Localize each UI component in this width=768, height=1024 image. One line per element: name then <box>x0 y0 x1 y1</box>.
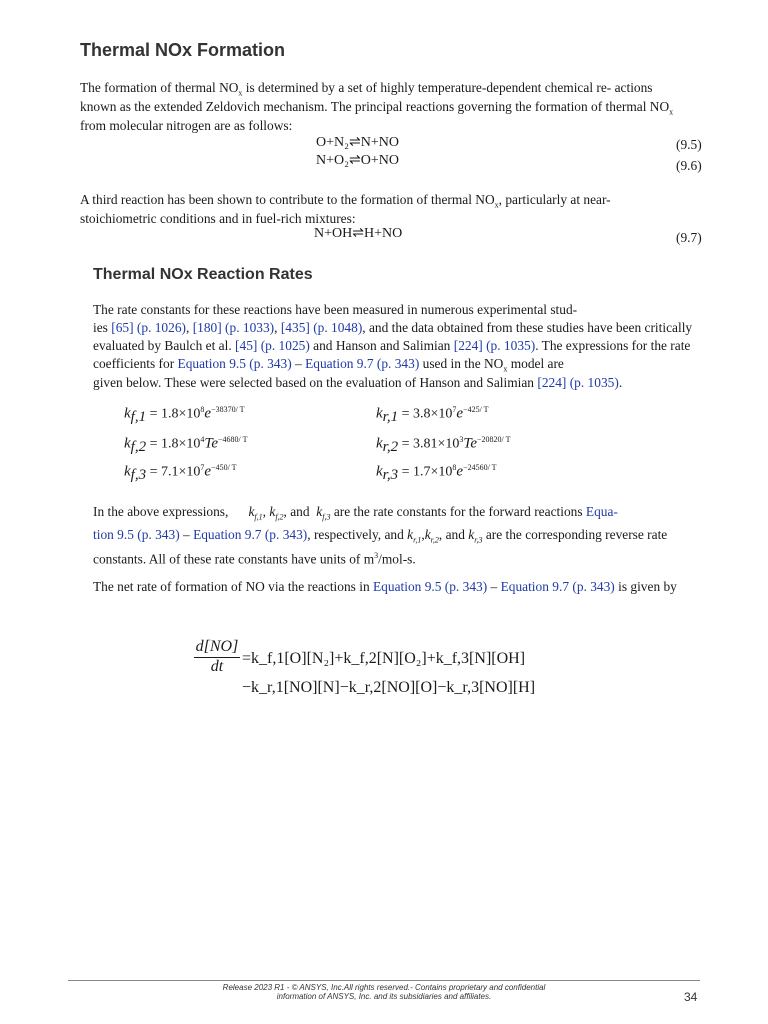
rate-kf3: $k_{f,3} = 7.1\times 10^7e^{-450/ T}$ <box>124 463 237 484</box>
equation-9-5: O+N₂⇌N+NO <box>316 135 399 150</box>
rate-kr1: $k_{r,1} = 3.8\times 10^7e^{-425/ T}$ <box>376 405 489 426</box>
equation-9-7-number: (9.7) <box>676 230 702 245</box>
rate-kr3: $k_{r,3} = 1.7\times 10^8e^{-24560/ T}$ <box>376 463 497 484</box>
rate-kf1: $k_{f,1} = 1.8\times 10^8e^{-38370/ T}$ <box>124 405 245 426</box>
net-rate-fraction <box>194 638 240 676</box>
eq-9-7-link-3[interactable]: Equation 9.7 (p. 343) <box>500 579 615 594</box>
ref-65-link[interactable]: [65] (p. 1026) <box>111 320 186 335</box>
net-rate-intro: The net rate of formation of NO via the reactions in Equation 9.5 (p. 343) – Equation 9.7 (p. 343) is given by <box>93 579 677 594</box>
eq-9-5-link-2b[interactable]: tion 9.5 (p. 343) <box>93 527 180 542</box>
expressions-line-3: constants. All of these rate constants have units of $m^3/mol-s$. <box>93 551 416 567</box>
eq-9-7-link[interactable]: Equation 9.7 (p. 343) <box>305 356 420 371</box>
third-reaction-line-2: stoichiometric conditions and in fuel-rich mixtures: <box>80 211 356 226</box>
net-rate-line-1: =k_f,1[O][N₂]+k_f,2[N][O₂]+k_f,3[N][OH] <box>242 650 526 667</box>
rates-para-line-1: The rate constants for these reactions have been measured in numerous experimental stud- <box>93 302 578 317</box>
equation-9-6: N+O₂⇌O+NO <box>316 153 399 168</box>
page-number: 34 <box>684 990 698 1004</box>
eq-9-5-link-2a[interactable]: Equa- <box>585 504 618 519</box>
rates-para-line-4: coefficients for Equation 9.5 (p. 343) – Equation 9.7 (p. 343) used in the $NO_x$ model are <box>93 356 564 374</box>
eq-9-5-link[interactable]: Equation 9.5 (p. 343) <box>177 356 292 371</box>
equation-9-7: N+OH⇌H+NO <box>314 226 403 237</box>
intro-line-1: The formation of thermal $NO_x$ is determined by a set of highly temperature-dependent chemical re- actions <box>80 80 653 98</box>
ref-224-link-2[interactable]: [224] (p. 1035) <box>537 375 619 390</box>
footer-notice: Release 2023 R1 - © ANSYS, Inc.All rights reserved.- Contains proprietary and confidential information of ANSYS, Inc. and its subsidiaries and affiliates. <box>222 983 546 1001</box>
third-reaction-line-1: A third reaction has been shown to contribute to the formation of thermal $NO_x$, particularly at near- <box>80 192 611 210</box>
eq-9-7-link-2[interactable]: Equation 9.7 (p. 343) <box>193 527 308 542</box>
equation-9-5-number: (9.5) <box>676 137 702 152</box>
eq-9-5-link-3[interactable]: Equation 9.5 (p. 343) <box>373 579 488 594</box>
ref-180-link[interactable]: [180] (p. 1033) <box>192 320 275 335</box>
rate-kf2: $k_{f,2} = 1.8\times 10^4Te^{-4680/ T}$ <box>124 435 248 456</box>
rates-para-line-3: evaluated by Baulch et al. [45] (p. 1025) and Hanson and Salimian [224] (p. 1035). The expressions for the rate <box>93 338 691 353</box>
equation-9-6-number: (9.6) <box>676 158 702 173</box>
footer-rule <box>68 980 700 981</box>
ref-435-link[interactable]: [435] (p. 1048) <box>280 320 363 335</box>
intro-line-2: known as the extended Zeldovich mechanism. The principal reactions governing the formation of thermal $NO_x$ <box>80 99 674 117</box>
expressions-line-2: tion 9.5 (p. 343) – Equation 9.7 (p. 343), respectively, and $k_{r,1},k_{r,2}$, and $k_{r,3}$ are the corresponding reverse rate <box>93 527 668 545</box>
ref-224-link[interactable]: [224] (p. 1035) <box>453 338 536 353</box>
rates-para-line-5: given below. These were selected based on the evaluation of Hanson and Salimian [224] (p. 1035). <box>93 375 623 390</box>
section-heading: Thermal NOx Formation <box>80 40 286 60</box>
fraction-denominator: dt <box>210 658 224 675</box>
rates-para-line-2: ies [65] (p. 1026), [180] (p. 1033), [435] (p. 1048), and the data obtained from these studies have been critically <box>93 320 693 335</box>
fraction-numerator: d[NO] <box>194 638 240 658</box>
subsection-heading: Thermal NOx Reaction Rates <box>93 266 313 283</box>
rate-kr2: $k_{r,2} = 3.81\times 10^3Te^{-20820/ T}$ <box>376 435 511 456</box>
intro-line-3: from molecular nitrogen are as follows: <box>80 118 293 133</box>
ref-45-link[interactable]: [45] (p. 1025) <box>235 338 310 353</box>
expressions-line-1: In the above expressions, $k_{f,1}$, $k_{f,2}$, and $k_{f,3}$ are the rate constants for the forward reactions Equa- <box>93 504 618 522</box>
net-rate-line-2: −k_r,1[NO][N]−k_r,2[NO][O]−k_r,3[NO][H] <box>242 679 536 696</box>
